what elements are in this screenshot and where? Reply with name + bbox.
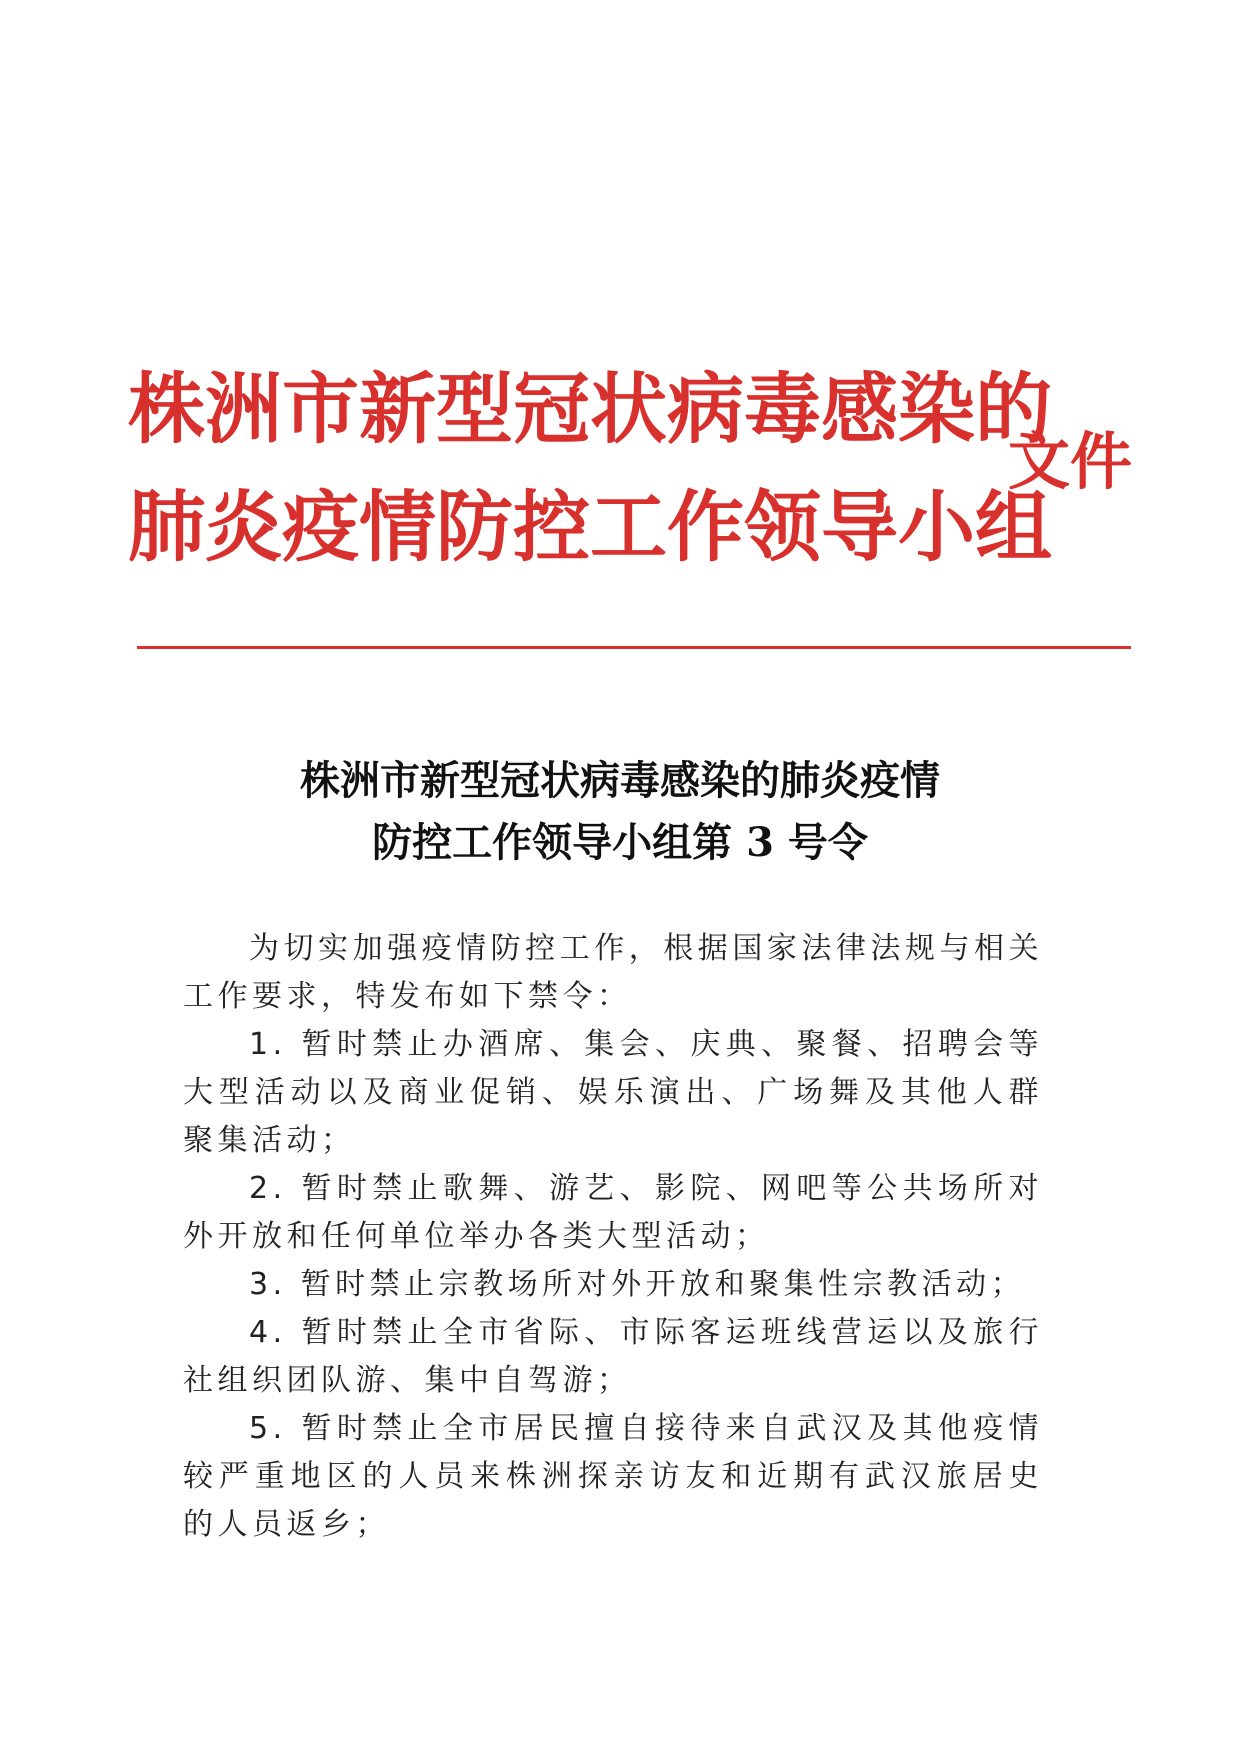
prohibition-item: 2. 暂时禁止歌舞、游艺、影院、网吧等公共场所对外开放和任何单位举办各类大型活动； [183,1171,1043,1254]
masthead-suffix: 文件 [1008,425,1133,498]
order-title-line-1: 株洲市新型冠状病毒感染的肺炎疫情 [300,757,940,804]
document-body [183,925,1043,1549]
prohibition-item: 4. 暂时禁止全市省际、市际客运班线营运以及旅行社组织团队游、集中自驾游； [183,1315,1043,1398]
order-title-line-2: 防控工作领导小组第 3 号令 [372,819,868,866]
red-masthead [128,360,1148,590]
prohibition-item: 1. 暂时禁止办酒席、集会、庆典、聚餐、招聘会等大型活动以及商业促销、娱乐演出、广场舞及其他人群聚集活动； [183,1027,1043,1158]
prohibition-item: 5. 暂时禁止全市居民擅自接待来自武汉及其他疫情较严重地区的人员来株洲探亲访友和近期有武汉旅居史的人员返乡； [183,1411,1043,1542]
masthead-line-2: 肺炎疫情防控工作领导小组 [128,483,1052,573]
order-title [140,750,1100,874]
prohibition-item: 3. 暂时禁止宗教场所对外开放和聚集性宗教活动； [249,1267,1026,1302]
red-divider-line [137,646,1131,649]
masthead-line-1: 株洲市新型冠状病毒感染的 [128,365,1052,455]
intro-paragraph: 为切实加强疫情防控工作，根据国家法律法规与相关工作要求，特发布如下禁令： [183,931,1043,1014]
